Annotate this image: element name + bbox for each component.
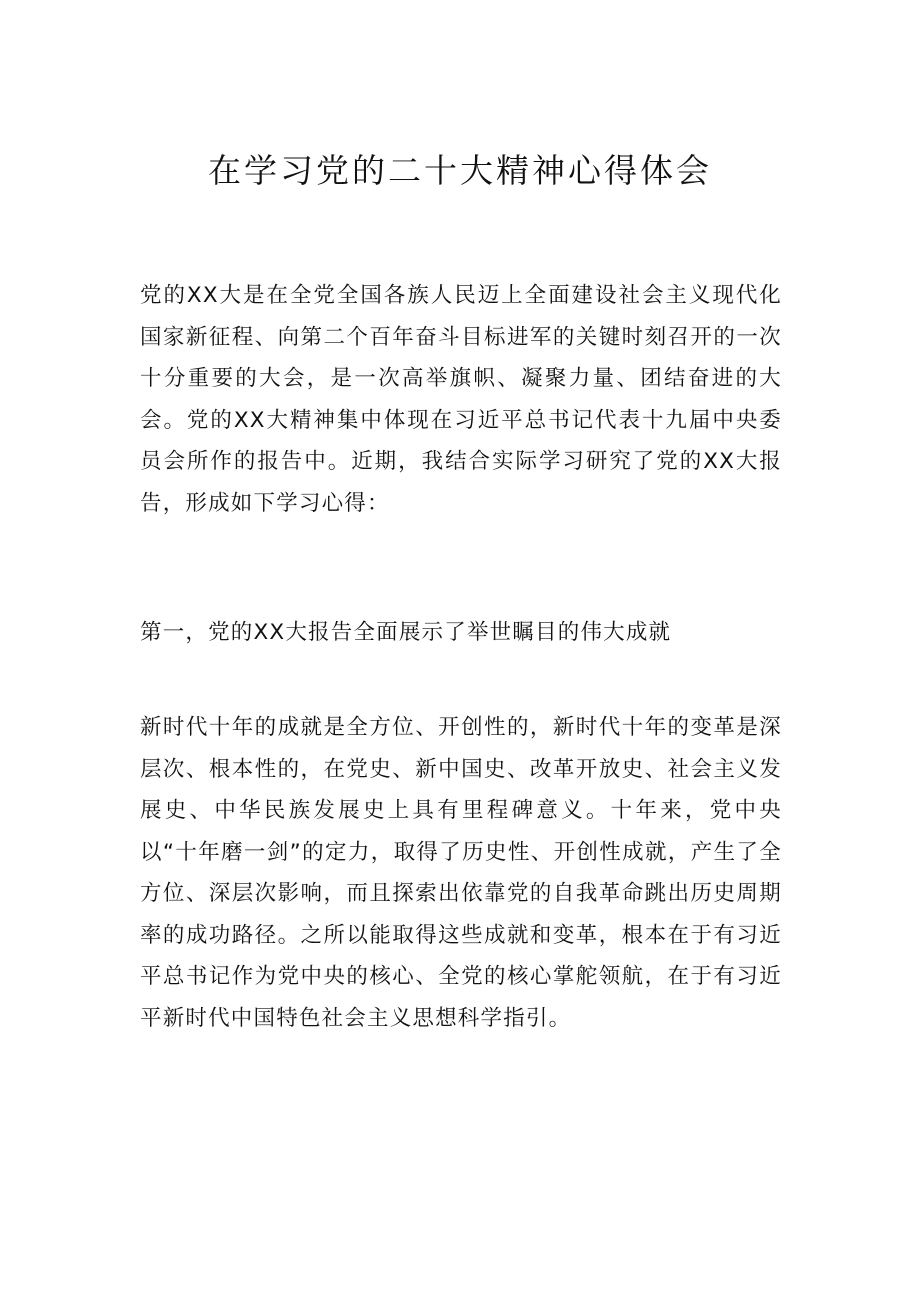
document-title: 在学习党的二十大精神心得体会 [208,151,712,190]
section-heading-1: 第一，党的XX大报告全面展示了举世瞩目的伟大成就 [140,620,672,645]
section-paragraph-1: 新时代十年的成就是全方位、开创性的，新时代十年的变革是深层次、根本性的，在党史、新中国史、改革开放史、社会主义发展史、中华民族发展史上具有里程碑意义。十年来，党中央以“十年磨一剑”的定力，取得了历史性、开创性成就，产生了全方位、深层次影响，而且探索出依靠党的自我革命跳出历史周期率的成功路径。之所以能取得这些成就和变革，根本在于有习近平总书记作为党中央的核心、全党的核心掌舵领航，在于有习近平新时代中国特色社会主义思想科学指引。 [140,715,782,1031]
intro-paragraph: 党的XX大是在全党全国各族人民迈上全面建设社会主义现代化国家新征程、向第二个百年奋斗目标进军的关键时刻召开的一次十分重要的大会，是一次高举旗帜、凝聚力量、团结奋进的大会。党的XX大精神集中体现在习近平总书记代表十九届中央委员会所作的报告中。近期，我结合实际学习研究了党的XX大报告，形成如下学习心得： [140,283,782,516]
